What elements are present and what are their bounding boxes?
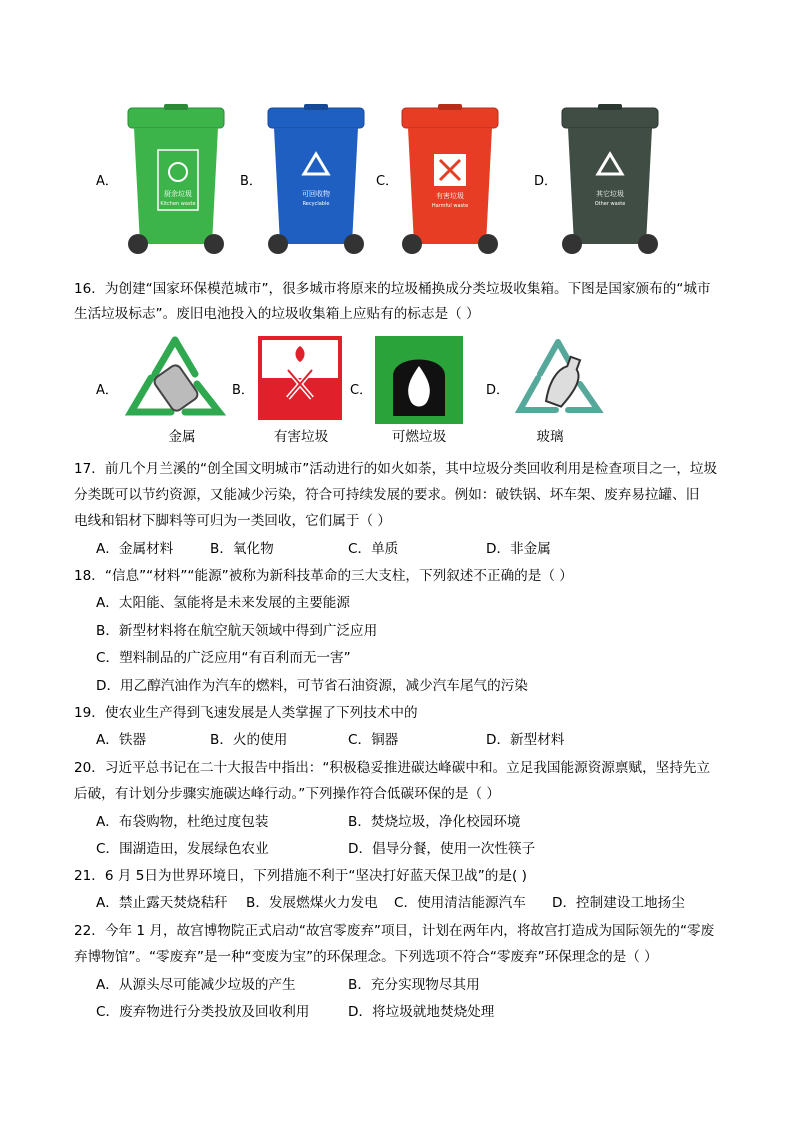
q18-option-d: D．用乙醇汽油作为汽车的燃料，可节省石油资源，减少汽车尾气的污染 bbox=[96, 678, 528, 694]
q21-stem: 21．6 月 5日为世界环境日，下列措施不利于“坚决打好蓝天保卫战”的是( ) bbox=[74, 868, 527, 884]
q20-option-d: D．倡导分餐，使用一次性筷子 bbox=[348, 841, 536, 857]
q19-option-b: B．火的使用 bbox=[210, 732, 288, 748]
q21-option-c: C．使用清洁能源汽车 bbox=[394, 895, 526, 911]
q17-option-b: B．氧化物 bbox=[210, 541, 274, 557]
other-waste-bin-image bbox=[558, 104, 662, 260]
q17-stem-line2: 分类既可以节约资源，又能减少污染，符合可持续发展的要求。例如：破铁锅、坏车架、废弃易拉罐、旧 bbox=[74, 487, 700, 503]
bin-option-d-letter: D． bbox=[534, 174, 558, 189]
q16-option-c-letter: C． bbox=[350, 383, 373, 398]
glass-recycle-icon bbox=[510, 336, 606, 422]
harmful-waste-sign-icon bbox=[258, 336, 342, 420]
q17-stem-line1: 17．前几个月兰溪的“创全国文明城市”活动进行的如火如荼，其中垃圾分类回收利用是检查项目之一，垃圾 bbox=[74, 461, 718, 477]
q22-option-d: D．将垃圾就地焚烧处理 bbox=[348, 1004, 495, 1020]
bin-option-b-letter: B． bbox=[240, 174, 262, 189]
q16-option-b-caption: 有害垃圾 bbox=[273, 429, 329, 445]
bin-a-en-label: Kitchen waste bbox=[160, 201, 196, 207]
bin-b-en-label: Recyclable bbox=[302, 201, 330, 207]
q17-option-c: C．单质 bbox=[348, 541, 399, 557]
q16-option-a-caption: 金属 bbox=[168, 429, 196, 445]
bin-option-a-letter: A． bbox=[96, 174, 118, 189]
q16-option-a-letter: A． bbox=[96, 383, 118, 398]
q17-option-a: A．金属材料 bbox=[96, 541, 174, 557]
q18-option-a: A．太阳能、氢能将是未来发展的主要能源 bbox=[96, 595, 350, 611]
harmful-waste-bin-image bbox=[398, 104, 502, 260]
q17-stem-line3: 电线和铝材下脚料等可归为一类回收，它们属于（ ） bbox=[74, 513, 391, 529]
q17-option-d: D．非金属 bbox=[486, 541, 551, 557]
q20-option-c: C．围湖造田，发展绿色农业 bbox=[96, 841, 269, 857]
q22-option-c: C．废弃物进行分类投放及回收利用 bbox=[96, 1004, 310, 1020]
q22-option-a: A．从源头尽可能减少垃圾的产生 bbox=[96, 977, 296, 993]
q21-option-d: D．控制建设工地扬尘 bbox=[552, 895, 685, 911]
q19-option-a: A．铁器 bbox=[96, 732, 147, 748]
q16-stem-line2: 生活垃圾标志”。废旧电池投入的垃圾收集箱上应贴有的标志是（ ） bbox=[74, 306, 480, 322]
q20-option-a: A．布袋购物，杜绝过度包装 bbox=[96, 814, 269, 830]
q19-option-c: C．铜器 bbox=[348, 732, 399, 748]
bin-option-c-letter: C． bbox=[376, 174, 399, 189]
q21-option-b: B．发展燃煤火力发电 bbox=[246, 895, 378, 911]
kitchen-waste-bin-image bbox=[124, 104, 228, 260]
q19-option-d: D．新型材料 bbox=[486, 732, 565, 748]
q16-stem-line1: 16．为创建“国家环保模范城市”，很多城市将原来的垃圾桶换成分类垃圾收集箱。下图是国家颁布的“城市 bbox=[74, 281, 711, 297]
q19-stem: 19．使农业生产得到飞速发展是人类掌握了下列技术中的 bbox=[74, 705, 418, 721]
q16-option-d-caption: 玻璃 bbox=[536, 429, 564, 445]
q20-option-b: B．焚烧垃圾，净化校园环境 bbox=[348, 814, 521, 830]
q22-stem-line2: 弃博物馆”。“零废弃”是一种“变废为宝”的环保理念。下列选项不符合“零废弃”环保理念的是（ ） bbox=[74, 949, 658, 965]
bin-b-cn-label: 可回收物 bbox=[302, 190, 330, 198]
bin-d-en-label: Other waste bbox=[594, 201, 626, 207]
q16-option-c-caption: 可燃垃圾 bbox=[391, 429, 447, 445]
q21-option-a: A．禁止露天焚烧秸秆 bbox=[96, 895, 228, 911]
metal-recycle-icon bbox=[121, 334, 229, 424]
q20-stem-line2: 后破，有计划分步骤实施碳达峰行动。”下列操作符合低碳环保的是（ ） bbox=[74, 786, 500, 802]
bin-d-cn-label: 其它垃圾 bbox=[596, 190, 624, 198]
q18-option-c: C．塑料制品的广泛应用“有百利而无一害” bbox=[96, 650, 351, 666]
q20-stem-line1: 20．习近平总书记在二十大报告中指出：“积极稳妥推进碳达峰碳中和。立足我国能源资源禀赋，坚持先立 bbox=[74, 760, 711, 776]
q16-option-b-letter: B． bbox=[232, 383, 254, 398]
combustible-waste-sign-icon bbox=[375, 336, 463, 424]
q22-option-b: B．充分实现物尽其用 bbox=[348, 977, 480, 993]
bin-c-en-label: Harmful waste bbox=[431, 203, 469, 209]
bin-c-cn-label: 有害垃圾 bbox=[436, 192, 464, 200]
q16-option-d-letter: D． bbox=[486, 383, 510, 398]
bin-a-cn-label: 厨余垃圾 bbox=[164, 190, 192, 198]
q18-option-b: B．新型材料将在航空航天领域中得到广泛应用 bbox=[96, 623, 378, 639]
recyclable-bin-image bbox=[264, 104, 368, 260]
q18-stem: 18．“信息”“材料”“能源”被称为新科技革命的三大支柱，下列叙述不正确的是（ ） bbox=[74, 568, 573, 584]
q22-stem-line1: 22．今年 1 月，故宫博物院正式启动“故宫零废弃”项目，计划在两年内，将故宫打造成为国际领先的“零废 bbox=[74, 923, 715, 939]
